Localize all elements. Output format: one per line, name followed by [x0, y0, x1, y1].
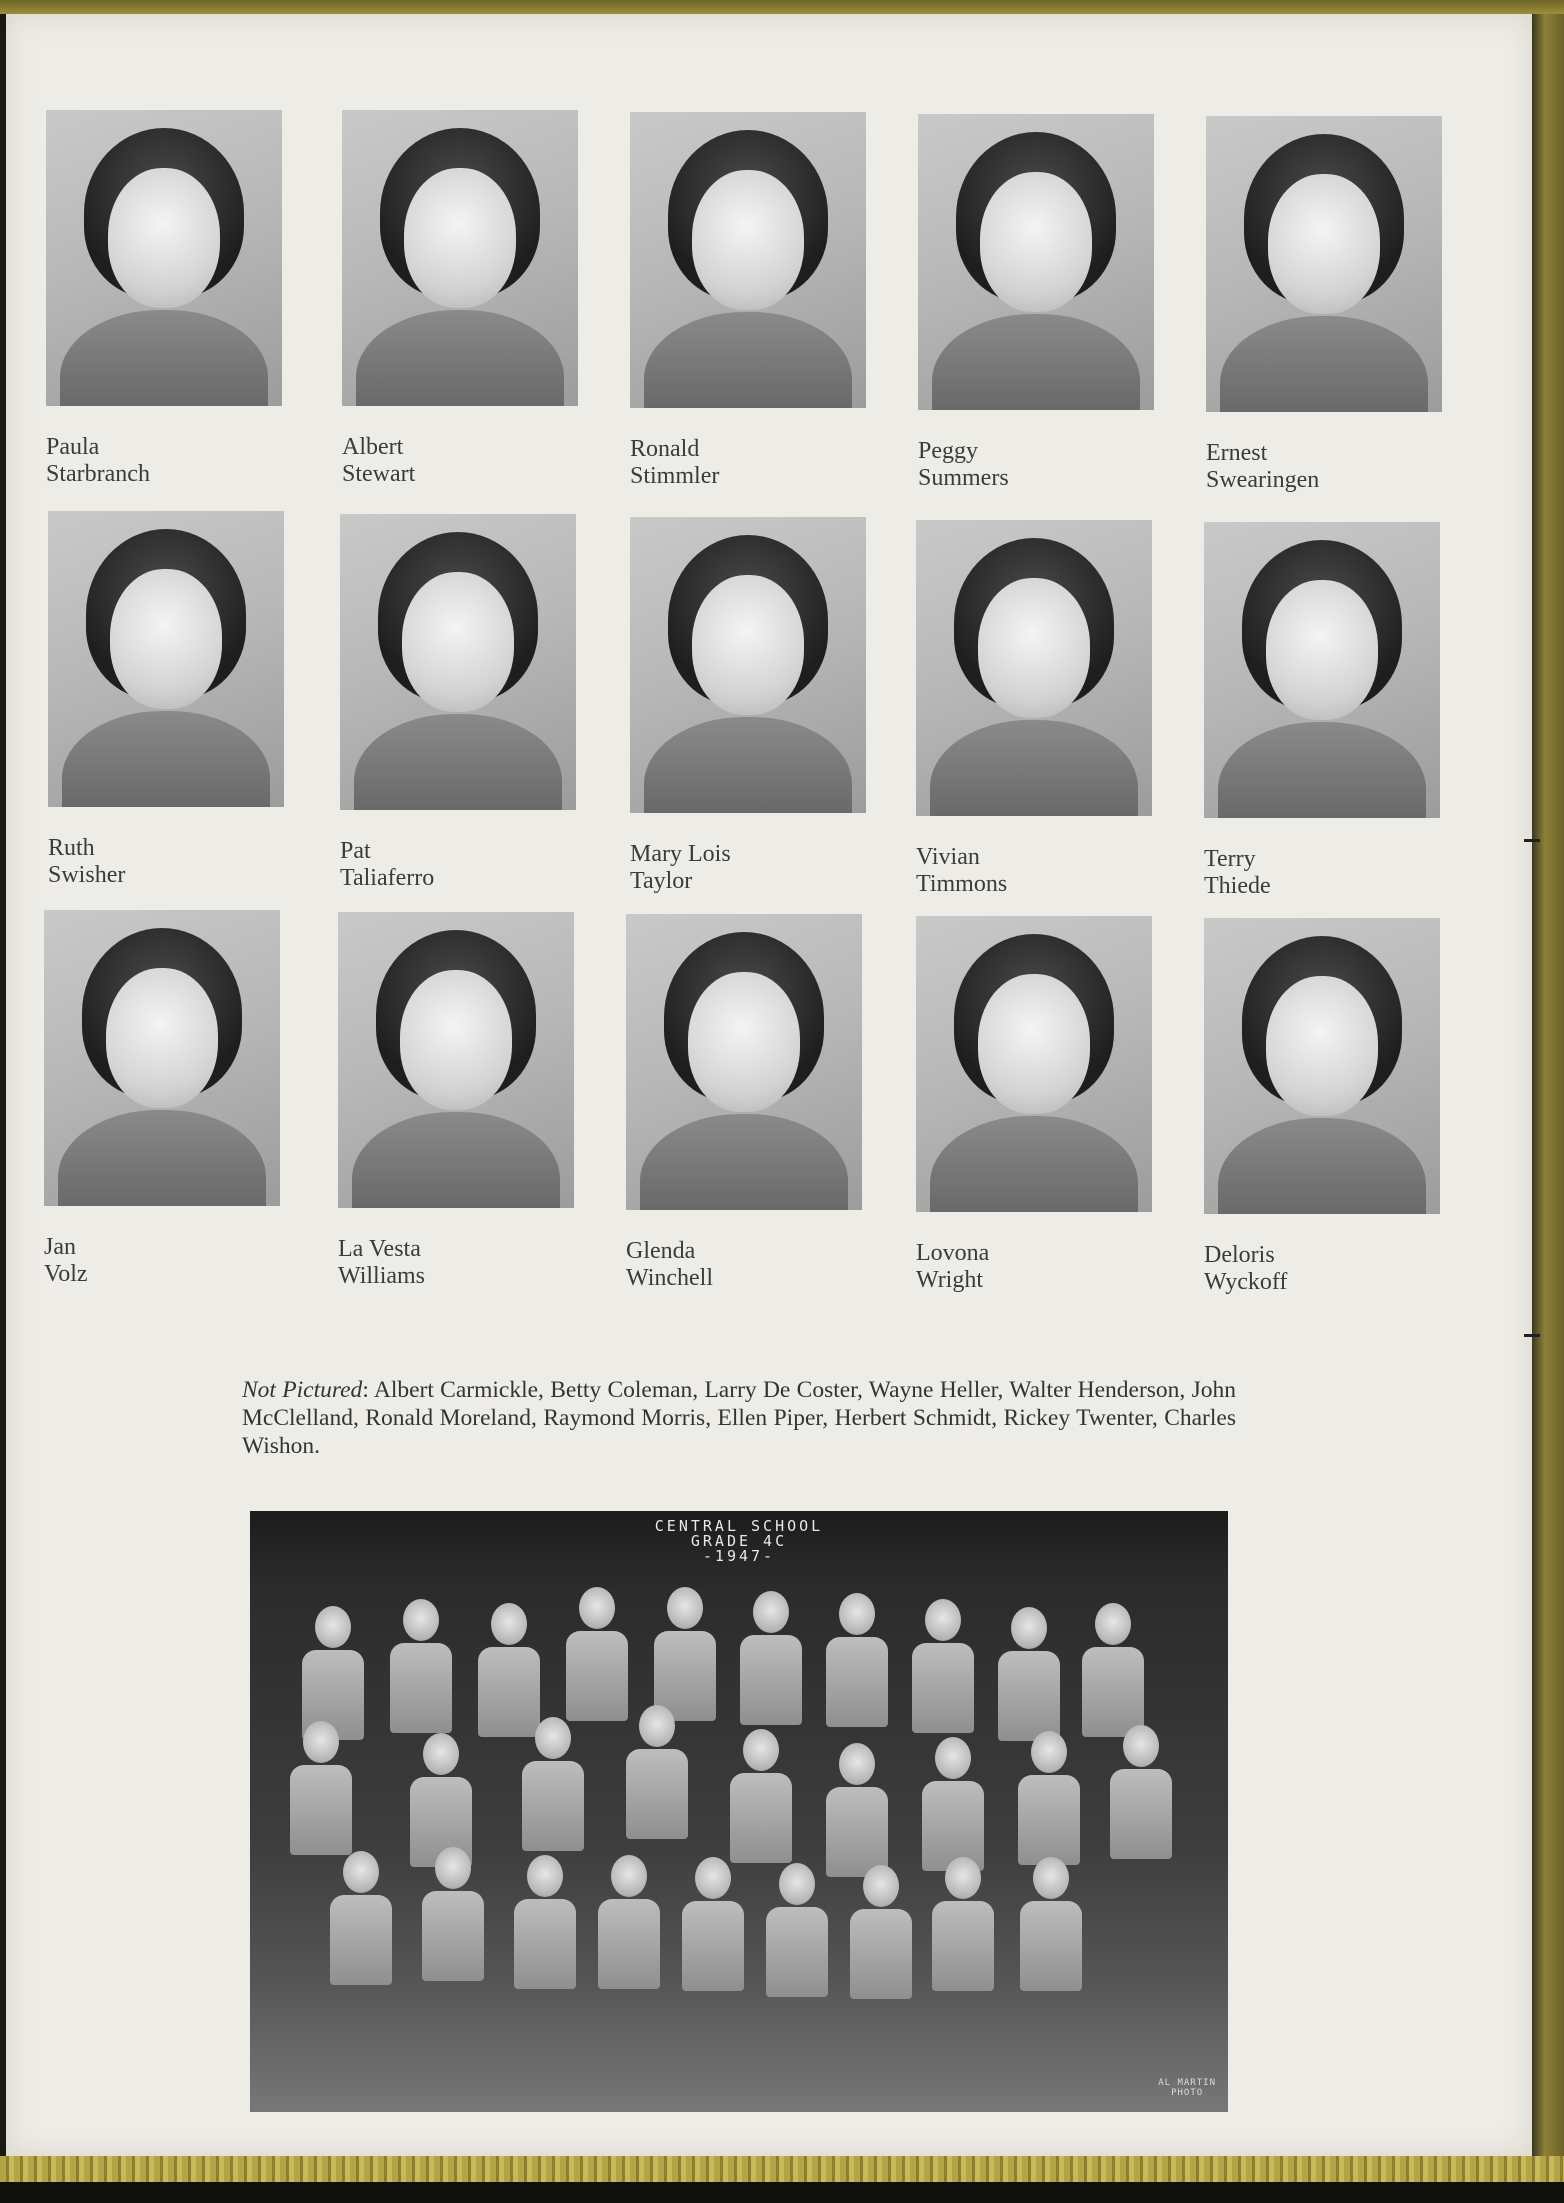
student-figure: [922, 1737, 984, 1871]
portrait-name: [630, 436, 866, 490]
last-name: Timmons: [916, 871, 1008, 897]
portrait-name: [46, 434, 282, 488]
class-group-photo: [250, 1511, 1228, 2112]
first-name: Vivian: [916, 844, 980, 870]
portrait-photo: [340, 514, 576, 810]
credit-label: PHOTO: [1171, 2088, 1204, 2098]
scan-bottom-border: [0, 2182, 1564, 2203]
portrait-photo: [44, 910, 280, 1206]
student-figure: [1018, 1731, 1080, 1865]
caption-year: -1947-: [702, 1547, 776, 1565]
portrait-card: [342, 110, 578, 488]
portrait-card: [918, 114, 1154, 492]
first-name: Ernest: [1206, 440, 1268, 466]
student-figure: [740, 1591, 802, 1725]
portrait-card: [1206, 116, 1442, 494]
first-name: Mary Lois: [630, 841, 731, 867]
student-figure: [850, 1865, 912, 1999]
student-figure: [566, 1587, 628, 1721]
portrait-photo: [918, 114, 1154, 410]
portrait-name: [44, 1234, 280, 1288]
student-figure: [302, 1606, 364, 1740]
portrait-card: [1204, 918, 1440, 1296]
portrait-card: [340, 514, 576, 892]
portrait-card: [626, 914, 862, 1292]
first-name: Terry: [1204, 846, 1256, 872]
first-name: Ronald: [630, 436, 700, 462]
portrait-card: [916, 520, 1152, 898]
first-name: Pat: [340, 838, 371, 864]
binding-top-edge: [0, 0, 1564, 14]
portrait-photo: [916, 916, 1152, 1212]
binding-right-edge: [1532, 14, 1564, 2156]
first-name: La Vesta: [338, 1236, 421, 1262]
last-name: Taliaferro: [340, 865, 435, 891]
portrait-photo: [46, 110, 282, 406]
last-name: Thiede: [1204, 873, 1271, 899]
portrait-card: [1204, 522, 1440, 900]
portrait-name: [626, 1238, 862, 1292]
edge-mark: [1524, 839, 1540, 842]
student-figure: [1020, 1857, 1082, 1991]
student-figure: [682, 1857, 744, 1991]
portrait-name: [630, 841, 866, 895]
first-name: Paula: [46, 434, 100, 460]
first-name: Deloris: [1204, 1242, 1275, 1268]
edge-mark: [1524, 1334, 1540, 1337]
student-figure: [522, 1717, 584, 1851]
student-figure: [826, 1593, 888, 1727]
first-name: Jan: [44, 1234, 76, 1260]
first-name: Glenda: [626, 1238, 696, 1264]
student-figure: [1110, 1725, 1172, 1859]
portrait-name: [338, 1236, 574, 1290]
last-name: Volz: [44, 1261, 88, 1287]
portrait-card: [630, 112, 866, 490]
caption-school: CENTRAL SCHOOL: [654, 1517, 824, 1535]
caption-grade: GRADE 4C: [690, 1532, 788, 1550]
portrait-name: [48, 835, 284, 889]
first-name: Ruth: [48, 835, 95, 861]
binding-bottom-edge: [0, 2156, 1564, 2182]
student-figure: [932, 1857, 994, 1991]
portrait-name: [916, 844, 1152, 898]
group-photo-caption: [250, 1519, 1228, 1564]
student-figure: [598, 1855, 660, 1989]
last-name: Starbranch: [46, 461, 150, 487]
portrait-card: [44, 910, 280, 1288]
portrait-name: [1204, 1242, 1440, 1296]
not-pictured-names: Albert Carmickle, Betty Coleman, Larry De Coster, Wayne Heller, Walter Henderson, John McClelland, Ronald Moreland, Raymond Morris, Ellen Piper, Herbert Schmidt, Rickey Twenter, Charles Wishon.: [242, 1377, 1236, 1459]
portrait-photo: [630, 517, 866, 813]
portrait-name: [1206, 440, 1442, 494]
last-name: Stewart: [342, 461, 416, 487]
last-name: Swearingen: [1206, 467, 1320, 493]
photographer-credit: [1158, 2078, 1216, 2098]
first-name: Peggy: [918, 438, 978, 464]
portrait-photo: [1204, 918, 1440, 1214]
student-figure: [626, 1705, 688, 1839]
student-figure: [912, 1599, 974, 1733]
portrait-name: [340, 838, 576, 892]
student-figure: [390, 1599, 452, 1733]
portrait-photo: [630, 112, 866, 408]
last-name: Swisher: [48, 862, 126, 888]
portrait-photo: [1204, 522, 1440, 818]
not-pictured-label: Not Pictured: [242, 1377, 363, 1403]
first-name: Lovona: [916, 1240, 990, 1266]
portrait-name: [916, 1240, 1152, 1294]
student-figure: [290, 1721, 352, 1855]
portrait-card: [48, 511, 284, 889]
portrait-card: [916, 916, 1152, 1294]
portrait-photo: [1206, 116, 1442, 412]
last-name: Wyckoff: [1204, 1269, 1288, 1295]
portrait-card: [46, 110, 282, 488]
portrait-card: [630, 517, 866, 895]
student-figure: [422, 1847, 484, 1981]
portrait-name: [1204, 846, 1440, 900]
portrait-photo: [48, 511, 284, 807]
portrait-photo: [338, 912, 574, 1208]
portrait-card: [338, 912, 574, 1290]
portrait-name: [342, 434, 578, 488]
last-name: Wright: [916, 1267, 984, 1293]
student-figure: [654, 1587, 716, 1721]
student-figure: [766, 1863, 828, 1997]
portrait-name: [918, 438, 1154, 492]
portrait-photo: [626, 914, 862, 1210]
not-pictured-paragraph: Not Pictured: Albert Carmickle, Betty Coleman, Larry De Coster, Wayne Heller, Walter Henderson, John McClelland, Ronald Moreland, Raymond Morris, Ellen Piper, Herbert Schmidt, Rickey Twenter, Charles Wishon.: [242, 1377, 1236, 1459]
first-name: Albert: [342, 434, 404, 460]
student-figure: [514, 1855, 576, 1989]
last-name: Taylor: [630, 868, 693, 894]
last-name: Winchell: [626, 1265, 713, 1291]
portrait-photo: [342, 110, 578, 406]
student-figure: [1082, 1603, 1144, 1737]
student-figure: [330, 1851, 392, 1985]
student-figure: [730, 1729, 792, 1863]
last-name: Summers: [918, 465, 1009, 491]
student-figure: [998, 1607, 1060, 1741]
portrait-photo: [916, 520, 1152, 816]
last-name: Williams: [338, 1263, 426, 1289]
student-figure: [826, 1743, 888, 1877]
credit-name: AL MARTIN: [1158, 2078, 1216, 2088]
last-name: Stimmler: [630, 463, 720, 489]
